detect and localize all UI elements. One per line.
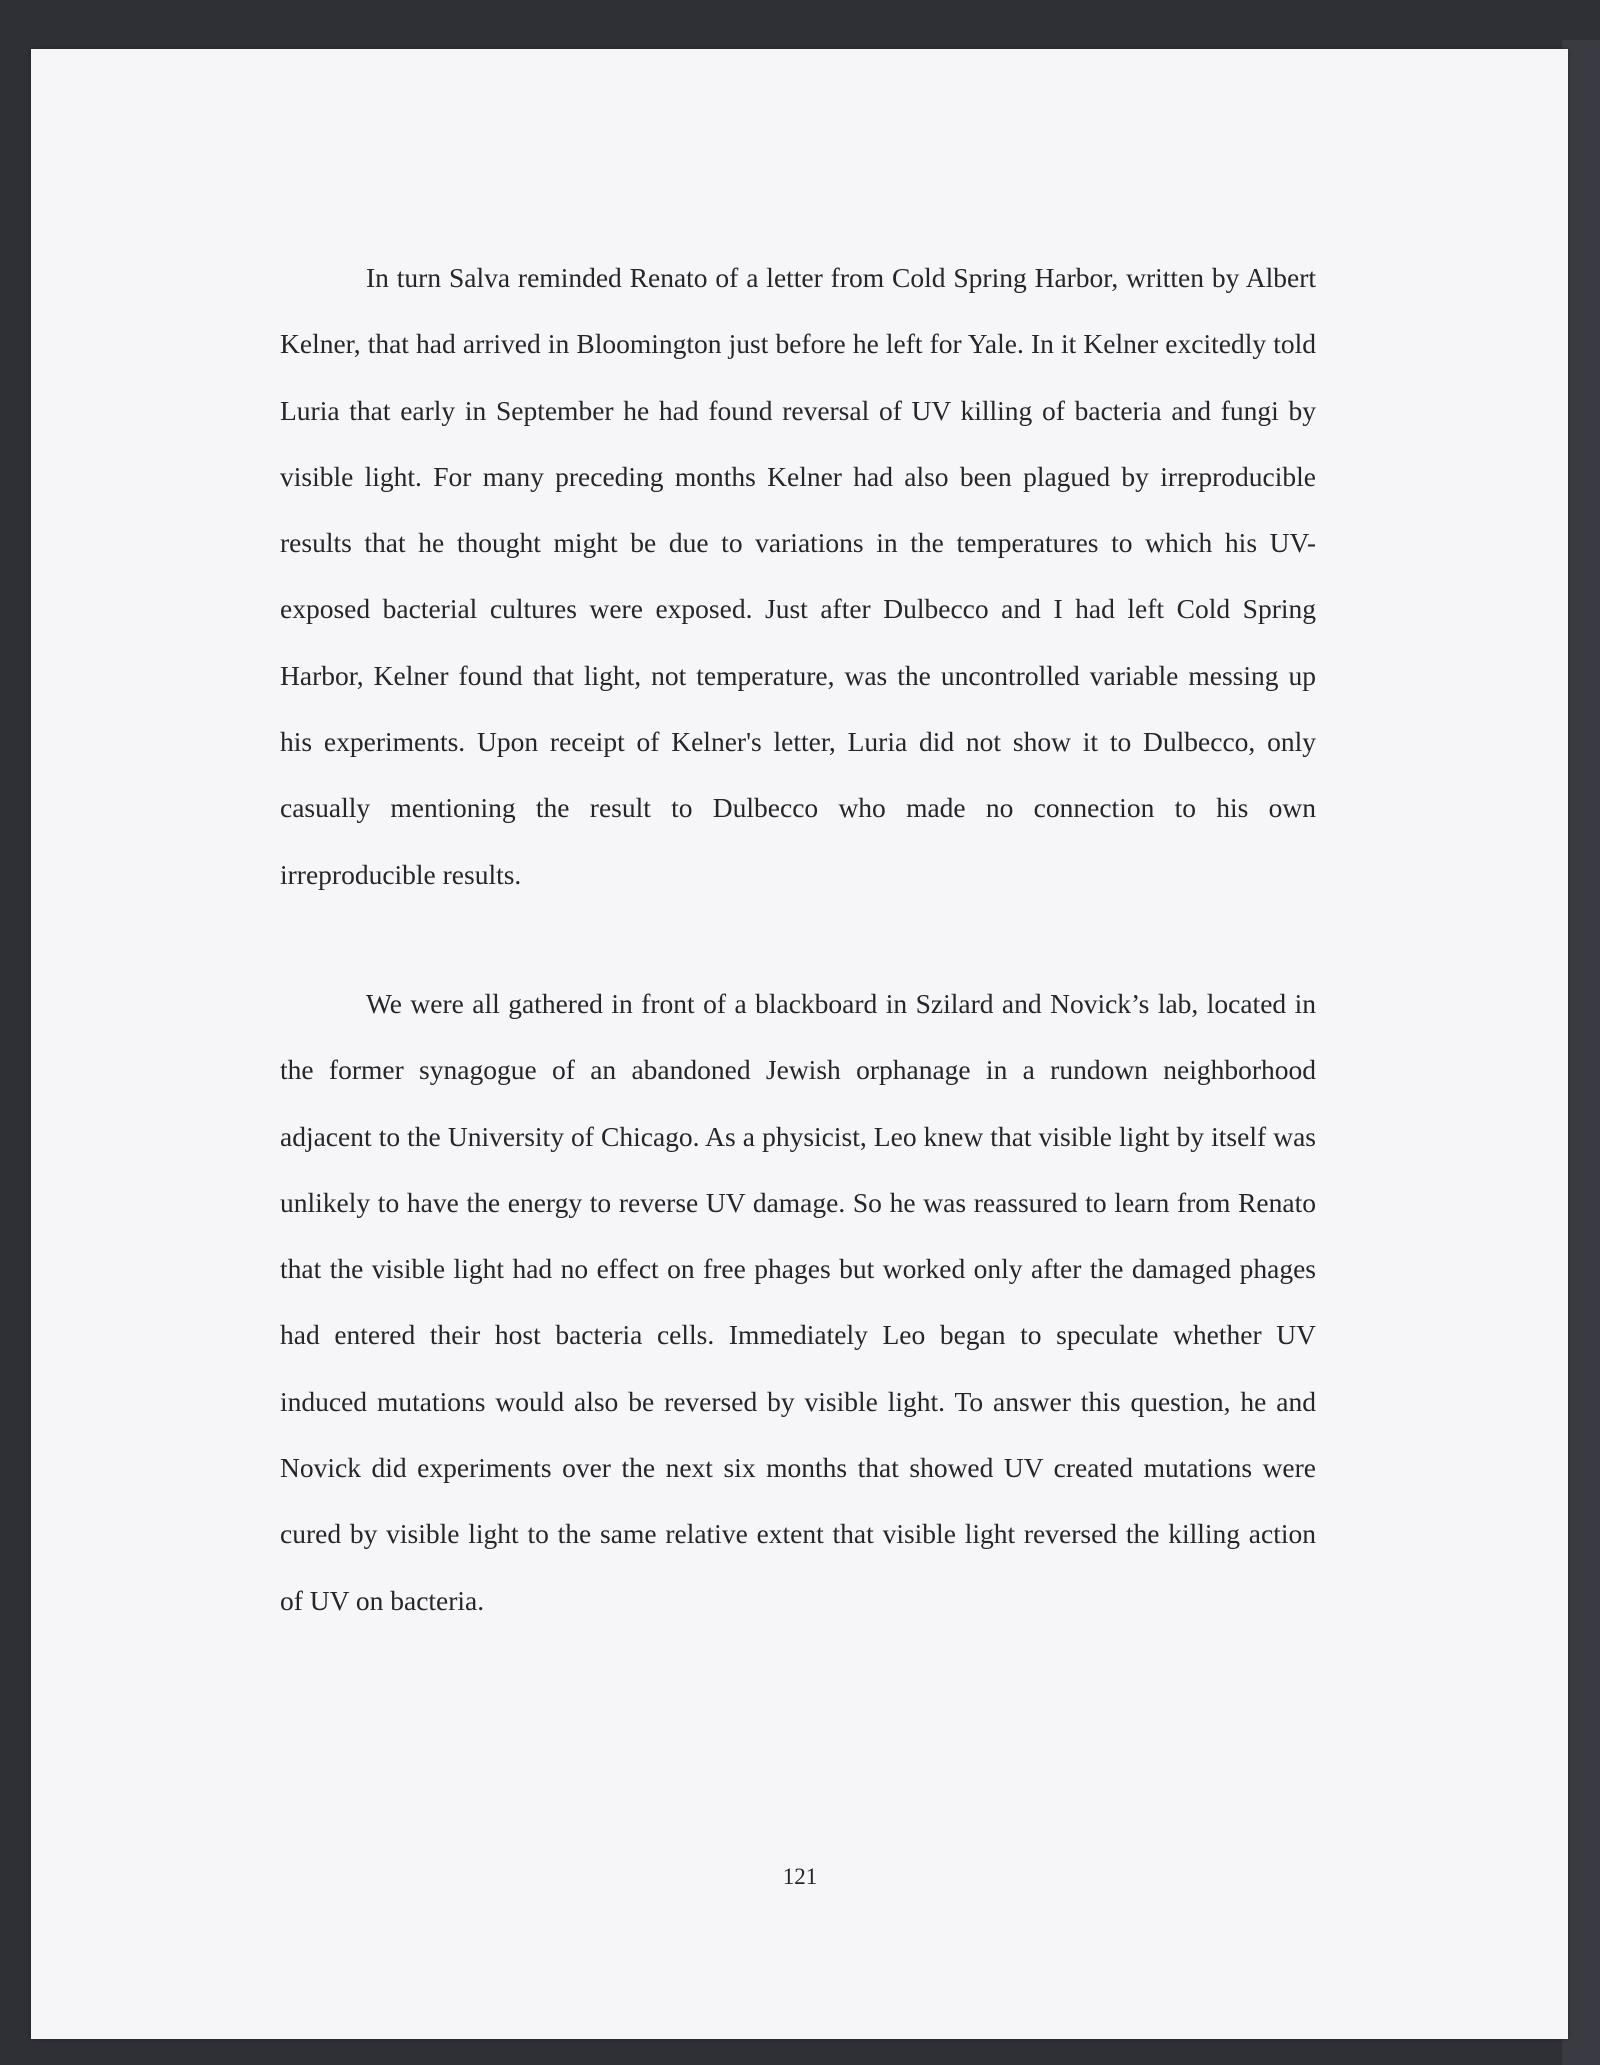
page-number: 121 bbox=[782, 1864, 818, 1889]
paragraph-szilard-lab: We were all gathered in front of a blackboard in Szilard and Novick’s lab, located in the former synagogue of an abandoned Jewish orphanage in a rundown neighborhood adjacent to the University of Chicago. As a physicist, Leo knew that visible light by itself was unlikely to have the energy to reverse UV damage. So he was reassured to learn from Renato that the visible light had no effect on free phages but worked only after the damaged phages had entered their host bacteria cells. Immediately Leo began to speculate whether UV induced mutations would also be reversed by visible light. To answer this question, he and Novick did experiments over the next six months that showed UV created mutations were cured by visible light to the same relative extent that visible light reversed the killing action of UV on bacteria. bbox=[280, 988, 1316, 1616]
paragraph-kelner-letter: In turn Salva reminded Renato of a letter from Cold Spring Harbor, written by Albert Kelner, that had arrived in Bloomington just before he left for Yale. In it Kelner excitedly told Luria that early in September he had found reversal of UV killing of bacteria and fungi by visible light. For many preceding months Kelner had also been plagued by irreproducible results that he thought might be due to variations in the temperatures to which his UV-exposed bacterial cultures were exposed. Just after Dulbecco and I had left Cold Spring Harbor, Kelner found that light, not temperature, was the uncontrolled variable messing up his experiments. Upon receipt of Kelner's letter, Luria did not show it to Dulbecco, only casually mentioning the result to Dulbecco who made no connection to his own irreproducible results. bbox=[280, 262, 1316, 890]
